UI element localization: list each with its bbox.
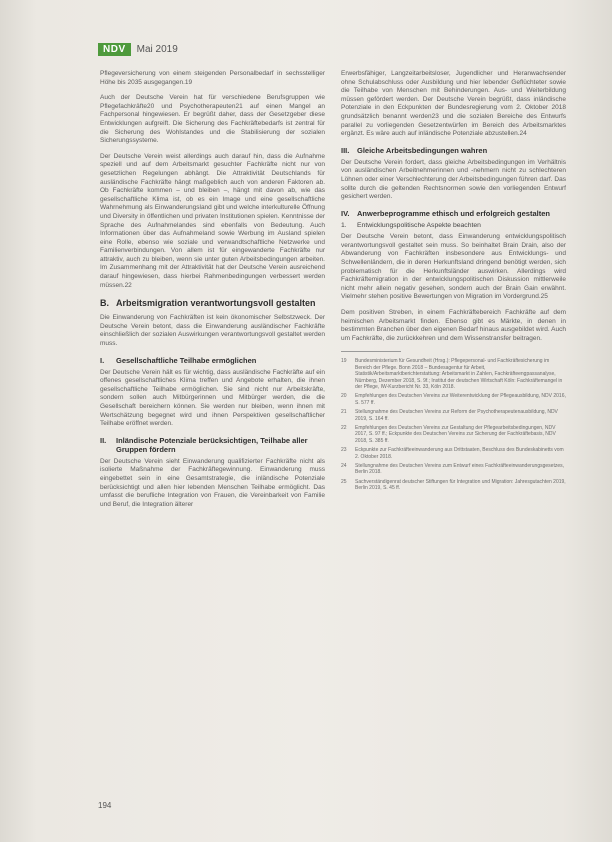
footnote bbox=[341, 425, 566, 444]
paragraph: Der Deutsche Verein fordert, dass gleiche Arbeitsbedingungen im Verhältnis von ausländischen Arbeitnehmerinnen und -nehmern nicht zu schlechteren Löhnen oder einer Verschlechterung der Arbeitsbedingungen führen darf. Das sollte durch die geltenden Rechtsnormen sowie den vorliegenden Entwurf gesichert werden. bbox=[341, 158, 566, 201]
paragraph: Der Deutsche Verein betont, dass Einwanderung entwicklungspolitisch verantwortungsvoll gestaltet sein muss. So beinhaltet Brain Drain, also der Abwanderung von Fachkräften insbesondere aus Entwicklungs- und Schwellenländern, die in deren Herkunftsland dringend benötigt werden, sich problematisch für die Herkunftsländer auswirken. Allerdings wird Fachkräftemigration in der entwicklungspolitischen Diskussion mittlerweile nicht mehr allein negativ gesehen, sondern auch der Brain Gain erwähnt. Vielmehr stehen positive Bewertungen von Migration im Vordergrund.25 bbox=[341, 233, 566, 301]
paragraph: Auch der Deutsche Verein hat für verschiedene Berufsgruppen wie Pflegefachkräfte20 und Psychotherapeuten21 auf einen Mangel an Fachpersonal hingewiesen. Er begrüßt daher, dass der Gesetzgeber diese Entwicklungen aufgreift. Die Sicherung des Fachkräftebedarfs ist zentral für die Sicherung des Wohlstandes und die Stabilisierung der sozialen Sicherungssysteme. bbox=[100, 94, 325, 145]
footnote bbox=[341, 447, 566, 460]
footnote-text: Stellungnahme des Deutschen Vereins zur Reform der Psychotherapeutenausbildung, NDV 2019, S. 164 ff. bbox=[355, 409, 558, 422]
paragraph: Dem positiven Streben, in einem Fachkräftebereich Fachkräfte auf dem heimischen Arbeitsmarkt finden. Ebenso gibt es Märkte, in denen in bestimmten Branchen über den eigenen Bedarf hinaus ausgebildet wird. Auch um Fachkräfte, die zurückkehren und dem Wissenstransfer beitragen. bbox=[341, 308, 566, 342]
subsection-heading bbox=[341, 146, 566, 155]
heading-number: IV. bbox=[341, 208, 350, 218]
heading-number: II. bbox=[100, 435, 107, 445]
footnote-number: 23 bbox=[341, 447, 347, 454]
heading-number: I. bbox=[100, 355, 105, 365]
heading-text: Entwicklungspolitische Aspekte beachten bbox=[357, 221, 481, 229]
footnote bbox=[341, 393, 566, 406]
subsection-heading bbox=[100, 436, 325, 454]
paragraph: Erwerbsfähiger, Langzeitarbeitsloser, Jugendlicher und Heranwachsender ohne Schulabschluss oder Ausbildung und hier lebender Geflüchteter sowie die Teilhabe von Menschen mit Behinderungen. Aus- und Weiterbildung müssen gefördert werden. Der Deutsche Verein begrüßt, dass inländische Potenziale in den Eckpunkten der Bundesregierung vom 2. Oktober 2018 grundsätzlich benannt werden23 und die sozialen Bereiche des Entwurfs parallel zu vorliegenden Gesetzentwürfen im Bereich des Arbeitsmarktes ergänzt. Es wäre auch auf inländische Potenziale abzustellen.24 bbox=[341, 70, 566, 138]
paragraph: Pflegeversicherung von einem steigenden Personalbedarf in sechsstelliger Höhe bis 2035 ausgegangen.19 bbox=[100, 70, 325, 86]
page-number: 194 bbox=[98, 801, 112, 810]
paragraph: Der Deutsche Verein weist allerdings auch darauf hin, dass die Aufnahme speziell und auf dem Arbeitsmarkt gesuchter Fachkräfte nicht nur von gesetzlichen Regelungen abhängt. Die Attraktivität Deutschlands für ausländische Fachkräfte hängt maßgeblich auch von anderen Faktoren ab. Ob Fachkräfte kommen – und bleiben –, hängt mit davon ab, wie das gesellschaftliche Klima ist, ob es ein Image und eine gesellschaftliche Wahrnehmung als Einwanderungsland gibt und welche interkulturelle Öffnung und Diversity in öffentlichen und privaten Institutionen spielen. Kenntnisse der Sprache des Aufnahmelandes sind ebenfalls von Bedeutung. Auch Informationen über das Aufnahmeland sowie Werbung im Ausland spielen eine Rolle, ebenso wie soziale und verwandtschaftliche Netzwerke und Familienverbindungen. Von allem ist für eingewanderte Fachkräfte nur attraktiv, auch zu bleiben, wenn sie unter guten Arbeitsbedingungen arbeiten. Im Zusammenhang mit der Attraktivität hat der Deutsche Verein ausreichend darauf hingewiesen, dass hierbei Rahmenbedingungen verbessert werden müssen.22 bbox=[100, 152, 325, 289]
heading-number: III. bbox=[341, 145, 350, 155]
footnote-text: Stellungnahme des Deutschen Vereins zum Entwurf eines Fachkräfteeinwanderungsgesetzes, Berlin 2018. bbox=[355, 463, 565, 476]
footnote-number: 19 bbox=[341, 358, 347, 365]
heading-text: Gleiche Arbeitsbedingungen wahren bbox=[357, 145, 488, 155]
footnote-number: 21 bbox=[341, 409, 347, 416]
footnote-text: Bundesministerium für Gesundheit (Hrsg.): Pflegepersonal- und Fachkräftesicherung im Bereich der Pflege. Bonn 2018 – Bundesagentur für Arbeit, Statistik/Arbeitsmarktberichterstattung: Arbeitsmarkt in Zahlen, Fachkräfteengpassanalyse, Nürnberg, Dezember 2018, S. 9f.; Institut der deutschen Wirtschaft Köln: Fachkräftemangel in der Pflege, IW-Kurzbericht Nr. 33, Köln 2018. bbox=[355, 358, 563, 390]
heading-text: Inländische Potenziale berücksichtigen, Teilhabe aller Gruppen fördern bbox=[116, 435, 308, 454]
journal-badge: NDV bbox=[98, 43, 131, 56]
footnote-number: 22 bbox=[341, 425, 347, 431]
paragraph: Der Deutsche Verein sieht Einwanderung qualifizierter Fachkräfte nicht als isolierte Maßnahme der Fachkräftegewinnung. Einwanderung muss eingebettet sein in eine Gesamtstrategie, die inländische Potenziale berücksichtigt und allen hier lebenden Menschen Teilhabe ermöglicht. Das umfasst die berufliche Integration von Frauen, die Vereinbarkeit von Familie und Beruf, die Integration älterer bbox=[100, 457, 325, 508]
page-header bbox=[98, 42, 178, 56]
footnote-number: 24 bbox=[341, 463, 347, 470]
footnote-text: Eckpunkte zur Fachkräfteeinwanderung aus Drittstaaten, Beschluss des Bundeskabinetts vom 2. Oktober 2018. bbox=[355, 447, 564, 460]
footnote-text: Sachverständigenrat deutscher Stiftungen für Integration und Migration: Jahresgutachten 2019, Berlin 2019, S. 45 ff. bbox=[355, 478, 566, 492]
footnote bbox=[341, 463, 566, 476]
left-column bbox=[100, 70, 325, 516]
issue-label: Mai 2019 bbox=[136, 43, 178, 55]
paragraph: Der Deutsche Verein hält es für wichtig, dass ausländische Fachkräfte auf ein offenes gesellschaftliches Klima treffen und Angebote erhalten, die ihnen gesellschaftliche Teilhabe ermöglichen. Sie sind nicht nur Arbeitskräfte, sondern sollen auch Mitbürgerinnen und Mitbürger werden, die die Gesellschaft bereichern können. Sie werden nur bleiben, wenn ihnen mit Wertschätzung begegnet wird und ihnen Perspektiven gesellschaftlicher Teilhabe eröffnet werden. bbox=[100, 368, 325, 428]
heading-text: Anwerbeprogramme ethisch und erfolgreich gestalten bbox=[357, 208, 550, 218]
heading-text: Gesellschaftliche Teilhabe ermöglichen bbox=[116, 355, 257, 365]
footnote-number: 20 bbox=[341, 393, 347, 400]
footnote bbox=[341, 358, 566, 390]
subsection-heading bbox=[341, 209, 566, 218]
heading-number: 1. bbox=[341, 221, 347, 229]
sub-subsection-heading bbox=[341, 222, 566, 231]
footnote bbox=[341, 409, 566, 422]
footnote-text: Empfehlungen des Deutschen Vereins zur Weiterentwicklung der Pflegeausbildung, NDV 2016, S. 577 ff. bbox=[355, 393, 566, 406]
section-heading bbox=[100, 298, 325, 308]
heading-text: Arbeitsmigration verantwortungsvoll gestalten bbox=[116, 298, 316, 309]
footnote-divider bbox=[341, 351, 401, 352]
heading-number: B. bbox=[100, 298, 109, 309]
paragraph: Die Einwanderung von Fachkräften ist kein ökonomischer Selbstzweck. Der Deutsche Verein betont, dass die Einwanderung ausländischer Fachkräfte einschließlich der sozialen Auswirkungen verantwortungsvoll gestaltet werden muss. bbox=[100, 314, 325, 348]
footnote-number: 25 bbox=[341, 478, 347, 485]
right-column bbox=[341, 70, 566, 495]
footnote-text: Empfehlungen des Deutschen Vereins zur Gestaltung der Pflegearbeitsbedingungen, NDV 2017, S. 97 ff.; Eckpunkte des Deutschen Vereins zur Sicherung der Fachkräftebasis, NDV 2018, S. 385 ff. bbox=[355, 425, 556, 444]
footnote bbox=[341, 479, 566, 492]
subsection-heading bbox=[100, 356, 325, 365]
